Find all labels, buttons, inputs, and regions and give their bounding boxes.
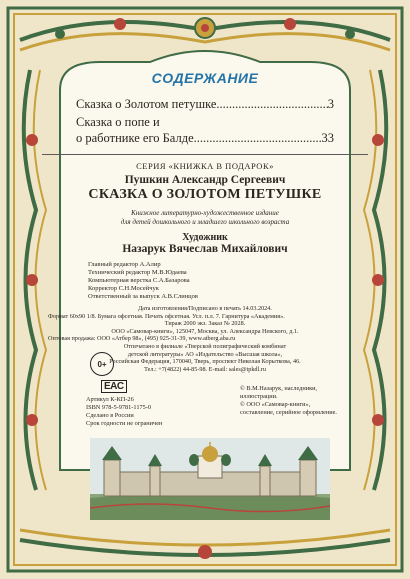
toc-heading: СОДЕРЖАНИЕ [151, 70, 259, 86]
kremlin-illustration [90, 438, 330, 520]
toc-item-1-page: 3 [327, 97, 334, 111]
illustrator-name: Назарук Вячеслав Михайлович [122, 243, 288, 255]
edition-line-1: Книжное литературно-художественное издание [131, 209, 279, 217]
imprint-print-run: Тираж 2000 экз. Заказ № 2028. [164, 320, 246, 328]
series-name: СЕРИЯ «КНИЖКА В ПОДАРОК» [136, 161, 274, 171]
book-title: СКАЗКА О ЗОЛОТОМ ПЕТУШКЕ [88, 187, 322, 202]
toc-item-2-line2: о работнике его Балде [76, 131, 194, 145]
eac-mark: EAC [101, 380, 127, 393]
illustrator-label: Художник [182, 232, 228, 243]
copyright-line: составление, серийное оформление. [240, 409, 338, 416]
credit-line: Компьютерная верстка С.А.Базарова [88, 277, 190, 284]
credit-line: Корректор С.Н.Мосейчук [88, 285, 159, 292]
imprint-printed: Отпечатано в филиале «Тверской полиграфический комбинат [123, 342, 287, 350]
credits-list [88, 261, 328, 301]
isbn: ISBN 978-5-9781-1175-0 [86, 404, 152, 411]
edition-line-2: для детей дошкольного и младшего школьного возраста [120, 218, 290, 226]
imprint-publisher: ООО «Самовар-книги», 125047, Москва, ул. Александра Невского, д.1. [111, 327, 299, 335]
toc-leader-dots [194, 130, 322, 146]
product-meta [86, 396, 162, 428]
edition-description [62, 209, 348, 227]
author-name: Пушкин Александр Сергеевич [124, 174, 286, 186]
imprint-wholesale: Оптовая продажа: ООО «Атбер 98», (495) 925-31-39, www.atberg.aba.ru [48, 335, 236, 343]
copyright-line: © В.М.Назарук, наследники, [240, 385, 318, 392]
imprint-printed: Российская Федерация, 170040, Тверь, проспект Николая Корыткова, 46. [109, 358, 301, 366]
article-number: Артикул К-КП-26 [86, 396, 134, 403]
age-rating-badge: 0+ [90, 352, 114, 376]
credit-line: Главный редактор А.Алир [88, 261, 161, 268]
shelf-life: Срок годности не ограничен [86, 420, 163, 427]
toc-item-1-text: Сказка о Золотом петушке [76, 97, 217, 111]
toc-leader-dots [216, 96, 327, 112]
imprint-printed: Тел.: +7(4822) 44-85-98. E-mail: sales@tpkdl.ru [144, 365, 266, 373]
imprint-date: Дата изготовления/Подписано в печать 14.03.2024. [138, 305, 272, 312]
credit-line: Ответственный за выпуск А.В.Слинцов [88, 293, 198, 300]
copyright-line: иллюстрации. [240, 393, 278, 400]
imprint-printed: детской литературы» АО «Издательство «Высшая школа», [127, 350, 283, 358]
credit-line: Технический редактор М.В.Юдаева [88, 269, 187, 276]
imprint-format: Формат 60x90 1/8. Бумага офсетная. Печать офсетная. Усл. п.л. 7. Гарнитура «Академия». [48, 312, 285, 320]
toc-section [48, 70, 334, 373]
toc-item-1[interactable] [76, 96, 334, 112]
toc-item-2[interactable] [76, 114, 334, 146]
copyright-line: © ООО «Самовар-книги», [240, 401, 311, 408]
toc-item-2-line1: Сказка о попе и [76, 115, 160, 129]
toc-item-2-page: 33 [321, 131, 334, 145]
made-in: Сделано в России [86, 412, 134, 419]
copyright-block [240, 385, 370, 417]
divider [42, 154, 368, 155]
